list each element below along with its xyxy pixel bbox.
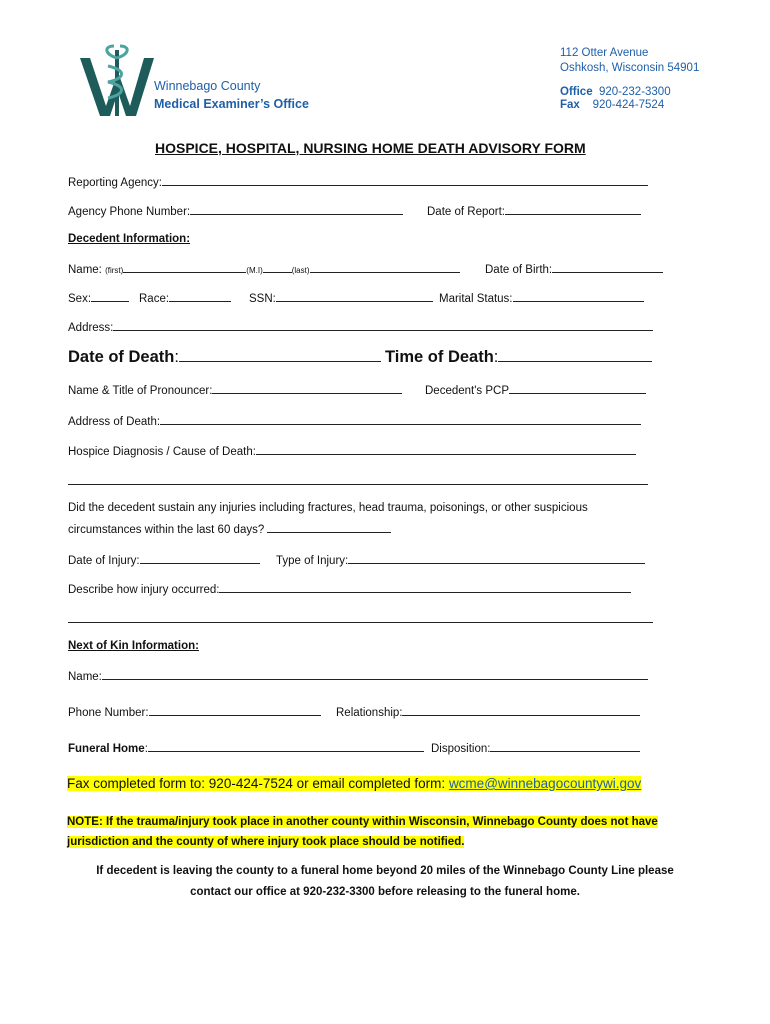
marital-field[interactable] [513,290,644,302]
disposition-field[interactable] [490,740,640,752]
dob-field[interactable] [552,261,663,273]
type-of-injury-field[interactable] [348,552,645,564]
describe-injury-field[interactable] [219,581,631,593]
describe-injury-row: Describe how injury occurred: [68,581,631,597]
relationship-field[interactable] [402,704,640,716]
org-office: Medical Examiner’s Office [154,97,309,111]
last-name-field[interactable] [310,261,460,273]
nok-name-row: Name: [68,668,648,684]
org-name: Winnebago County [154,79,261,93]
time-of-death-row: Time of Death: [385,347,652,367]
describe-injury-extra-line[interactable] [68,622,653,623]
type-of-injury-row: Type of Injury: [276,552,645,568]
date-of-injury-field[interactable] [140,552,260,564]
date-of-injury-row: Date of Injury: [68,552,260,568]
ssn-row: SSN: [249,290,433,306]
dob-row: Date of Birth: [485,261,663,277]
relationship-row: Relationship: [336,704,640,720]
nok-name-field[interactable] [102,668,648,680]
reporting-agency-row: Reporting Agency: [68,174,648,190]
fax-notice: Fax completed form to: 920-424-7524 or email completed form: wcme@winnebagocountywi.gov [67,776,642,791]
injury-question-line2: circumstances within the last 60 days? [68,521,391,537]
agency-phone-row: Agency Phone Number: [68,203,403,219]
reporting-agency-field[interactable] [162,174,648,186]
date-of-death-row: Date of Death: [68,347,381,367]
logo [78,44,158,120]
pcp-row: Decedent's PCP [425,382,646,398]
injury-question-line1: Did the decedent sustain any injuries including fractures, head trauma, poisonings, or other suspicious [68,502,588,514]
date-of-death-field[interactable] [179,347,381,362]
hospice-diagnosis-extra-line[interactable] [68,484,648,485]
nok-phone-row: Phone Number: [68,704,321,720]
note-line2: jurisdiction and the county of where injury took place should be notified. [67,836,465,848]
next-of-kin-heading: Next of Kin Information: [68,640,199,652]
date-of-report-row: Date of Report: [427,203,641,219]
middle-initial-field[interactable] [263,261,292,273]
caduceus-w-logo-icon [78,44,158,120]
sex-row: Sex: [68,290,129,306]
pronouncer-row: Name & Title of Pronouncer: [68,382,402,398]
address-block [560,46,699,113]
ssn-field[interactable] [276,290,433,302]
date-of-report-field[interactable] [505,203,641,215]
name-row: Name: (first) (M.I) (last) [68,261,460,278]
nok-phone-field[interactable] [149,704,321,716]
footer-line1: If decedent is leaving the county to a funeral home beyond 20 miles of the Winnebago County Line please [96,865,674,877]
time-of-death-field[interactable] [498,347,652,362]
note-line1: NOTE: If the trauma/injury took place in another county within Wisconsin, Winnebago County does not have [67,816,658,828]
address-street: 112 Otter Avenue [560,47,649,59]
fax-phone-line: Fax 920-424-7524 [560,99,665,111]
marital-row: Marital Status: [439,290,644,306]
funeral-home-field[interactable] [148,740,424,752]
footer-line2: contact our office at 920-232-3300 before releasing to the funeral home. [190,886,580,898]
race-field[interactable] [169,290,231,302]
race-row: Race: [139,290,231,306]
email-link[interactable]: wcme@winnebagocountywi.gov [448,776,642,791]
address-field[interactable] [113,319,653,331]
sex-field[interactable] [91,290,129,302]
form-title: HOSPICE, HOSPITAL, NURSING HOME DEATH ADVISORY FORM [155,140,586,156]
injury-answer-field[interactable] [267,521,391,533]
address-of-death-row: Address of Death: [68,413,641,429]
address-city: Oshkosh, Wisconsin 54901 [560,62,700,74]
hospice-diagnosis-row: Hospice Diagnosis / Cause of Death: [68,443,636,459]
hospice-diagnosis-field[interactable] [256,443,636,455]
address-of-death-field[interactable] [160,413,641,425]
pronouncer-field[interactable] [212,382,402,394]
disposition-row: Disposition: [431,740,640,756]
agency-phone-field[interactable] [190,203,403,215]
office-phone-line: Office 920-232-3300 [560,86,671,98]
address-row: Address: [68,319,653,335]
pcp-field[interactable] [509,382,646,394]
decedent-heading: Decedent Information: [68,233,191,245]
first-name-field[interactable] [123,261,246,273]
funeral-home-row: Funeral Home: [68,740,424,756]
